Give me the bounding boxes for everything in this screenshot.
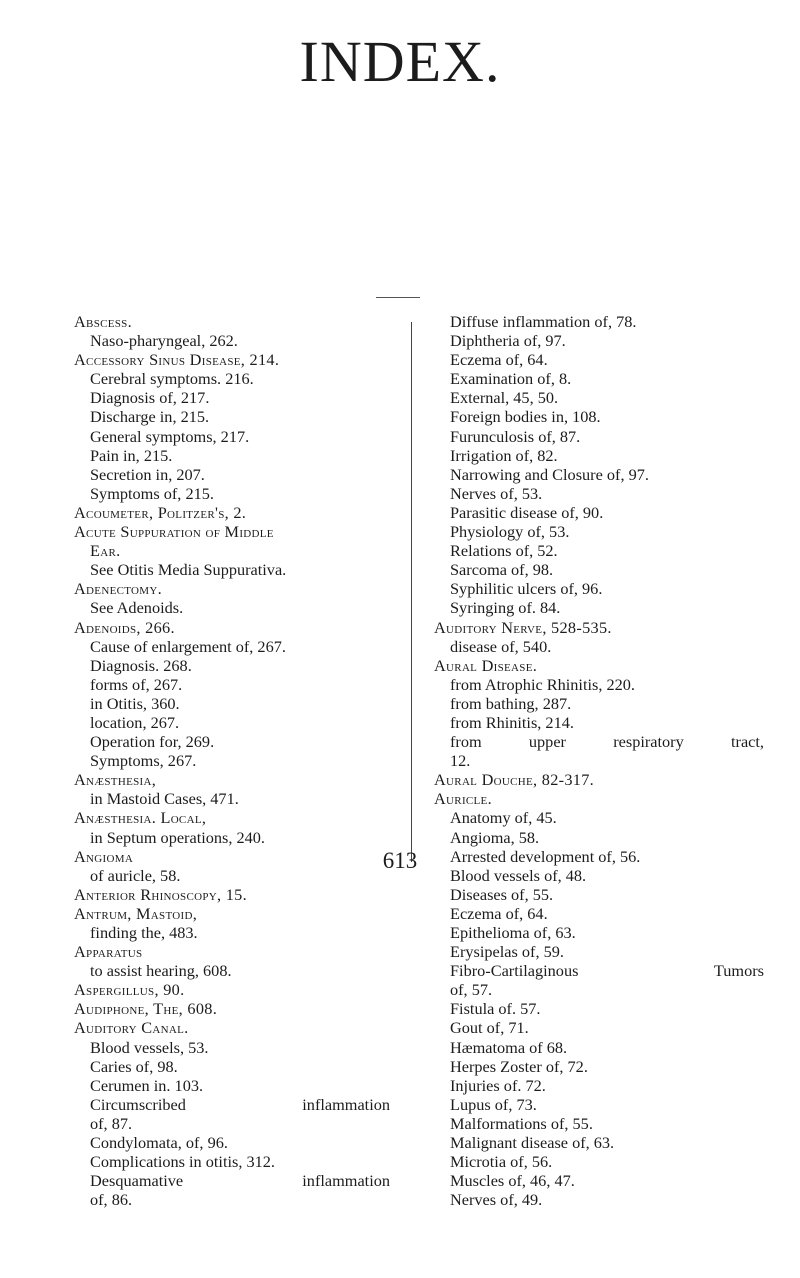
index-subentry: Fistula of. 57.	[450, 999, 541, 1019]
index-subentry: 12.	[450, 751, 471, 771]
index-heading: Angioma	[74, 846, 134, 866]
index-subentry: in Otitis, 360.	[90, 693, 180, 713]
index-heading: Aspergillus, 90.	[74, 980, 185, 1000]
index-subentry: Diagnosis. 268.	[90, 655, 192, 675]
index-subentry: Angioma, 58.	[450, 827, 540, 847]
index-heading: Aural Douche, 82-317.	[434, 770, 595, 790]
index-subentry: See Adenoids.	[90, 598, 184, 618]
index-subentry: Injuries of. 72.	[450, 1075, 546, 1095]
index-subentry: Pain in, 215.	[90, 445, 173, 465]
index-subentry: Hæmatoma of 68.	[450, 1037, 568, 1057]
index-subentry: Sarcoma of, 98.	[450, 560, 554, 580]
index-subentry: from Atrophic Rhinitis, 220.	[450, 674, 635, 694]
index-heading: Abscess.	[74, 312, 132, 331]
index-heading: Aural Disease.	[434, 655, 538, 675]
index-subentry: disease of, 540.	[450, 636, 552, 656]
index-subentry: Diphtheria of, 97.	[450, 331, 566, 351]
index-subentry: Condylomata, of, 96.	[90, 1133, 228, 1153]
index-subentry: forms of, 267.	[90, 674, 183, 694]
index-column-right	[434, 312, 764, 1209]
title-rule	[376, 297, 420, 298]
index-subentry: of, 87.	[90, 1113, 133, 1133]
index-subentry: Diffuse inflammation of, 78.	[450, 312, 637, 331]
page-number: 613	[382, 848, 418, 873]
index-heading: Auditory Nerve, 528-535.	[434, 617, 612, 637]
index-subentry: Blood vessels of, 48.	[450, 865, 587, 885]
index-subentry: Eczema of, 64.	[450, 350, 548, 370]
index-heading: Auricle.	[434, 789, 492, 809]
index-column-left	[74, 312, 390, 1209]
index-heading: Ear.	[90, 541, 121, 561]
index-heading: Acoumeter, Politzer's, 2.	[74, 502, 247, 522]
index-subentry: Naso-pharyngeal, 262.	[90, 331, 238, 351]
index-subentry: Caries of, 98.	[90, 1056, 178, 1076]
index-subentry: Anatomy of, 45.	[450, 808, 557, 828]
index-subentry: Fibro-Cartilaginous Tumors	[450, 961, 764, 981]
index-subentry: Circumscribed inflammation	[90, 1094, 390, 1114]
index-heading: Anterior Rhinoscopy, 15.	[74, 884, 247, 904]
index-subentry: Complications in otitis, 312.	[90, 1152, 275, 1172]
index-subentry: Lupus of, 73.	[450, 1094, 537, 1114]
index-subentry: Operation for, 269.	[90, 732, 215, 752]
index-heading: Acute Suppuration of Middle	[74, 522, 274, 542]
index-subentry: Diagnosis of, 217.	[90, 388, 210, 408]
index-subentry: location, 267.	[90, 712, 180, 732]
index-subentry: Herpes Zoster of, 72.	[450, 1056, 588, 1076]
index-subentry: Secretion in, 207.	[90, 464, 205, 484]
index-subentry: Symptoms, 267.	[90, 751, 197, 771]
index-subentry: Physiology of, 53.	[450, 522, 570, 542]
index-subentry: Syphilitic ulcers of, 96.	[450, 579, 603, 599]
index-subentry: Malignant disease of, 63.	[450, 1133, 615, 1153]
index-subentry: Eczema of, 64.	[450, 903, 548, 923]
index-subentry: Foreign bodies in, 108.	[450, 407, 601, 427]
index-subentry: to assist hearing, 608.	[90, 961, 232, 981]
index-subentry: Parasitic disease of, 90.	[450, 502, 604, 522]
index-heading: Adenectomy.	[74, 579, 162, 599]
index-heading: Auditory Canal.	[74, 1018, 189, 1038]
index-subentry: Blood vessels, 53.	[90, 1037, 209, 1057]
index-subentry: in Mastoid Cases, 471.	[90, 789, 239, 809]
index-subentry: Relations of, 52.	[450, 541, 558, 561]
index-subentry: Nerves of, 49.	[450, 1190, 543, 1210]
index-subentry: Symptoms of, 215.	[90, 483, 214, 503]
index-subentry: Syringing of. 84.	[450, 598, 561, 618]
index-subentry: in Septum operations, 240.	[90, 827, 266, 847]
index-subentry: Examination of, 8.	[450, 369, 572, 389]
index-heading: Accessory Sinus Disease, 214.	[74, 350, 280, 370]
index-subentry: of auricle, 58.	[90, 865, 181, 885]
index-subentry: General symptoms, 217.	[90, 426, 250, 446]
index-subentry: Desquamative inflammation	[90, 1171, 390, 1191]
index-subentry: Nerves of, 53.	[450, 483, 543, 503]
index-subentry: Cerebral symptoms. 216.	[90, 369, 254, 389]
index-subentry: Muscles of, 46, 47.	[450, 1171, 575, 1191]
index-subentry: Microtia of, 56.	[450, 1152, 553, 1172]
index-subentry: Diseases of, 55.	[450, 884, 554, 904]
index-subentry: Gout of, 71.	[450, 1018, 529, 1038]
index-heading: Antrum, Mastoid,	[74, 903, 198, 923]
index-heading: Anæsthesia,	[74, 770, 157, 790]
index-subentry: from upper respiratory tract,	[450, 732, 764, 752]
index-subentry: from bathing, 287.	[450, 693, 572, 713]
index-subentry: Discharge in, 215.	[90, 407, 210, 427]
index-subentry: from Rhinitis, 214.	[450, 712, 574, 732]
index-subentry: Narrowing and Closure of, 97.	[450, 464, 649, 484]
index-subentry: Epithelioma of, 63.	[450, 923, 576, 942]
index-subentry: finding the, 483.	[90, 923, 198, 942]
index-heading: Apparatus	[74, 942, 143, 962]
index-heading: Audiphone, The, 608.	[74, 999, 218, 1019]
index-subentry: of, 86.	[90, 1190, 133, 1210]
index-subentry: Cerumen in. 103.	[90, 1075, 204, 1095]
index-subentry: Malformations of, 55.	[450, 1113, 593, 1133]
column-divider	[411, 322, 412, 862]
index-subentry: Cause of enlargement of, 267.	[90, 636, 286, 656]
index-subentry: See Otitis Media Suppurativa.	[90, 560, 287, 580]
page-title: INDEX.	[299, 29, 501, 94]
index-subentry: External, 45, 50.	[450, 388, 559, 408]
index-heading: Anæsthesia. Local,	[74, 808, 207, 828]
index-subentry: Irrigation of, 82.	[450, 445, 558, 465]
index-subentry: Erysipelas of, 59.	[450, 942, 564, 962]
index-heading: Adenoids, 266.	[74, 617, 175, 637]
index-subentry: Arrested development of, 56.	[450, 846, 641, 866]
index-subentry: of, 57.	[450, 980, 493, 1000]
index-subentry: Furunculosis of, 87.	[450, 426, 581, 446]
